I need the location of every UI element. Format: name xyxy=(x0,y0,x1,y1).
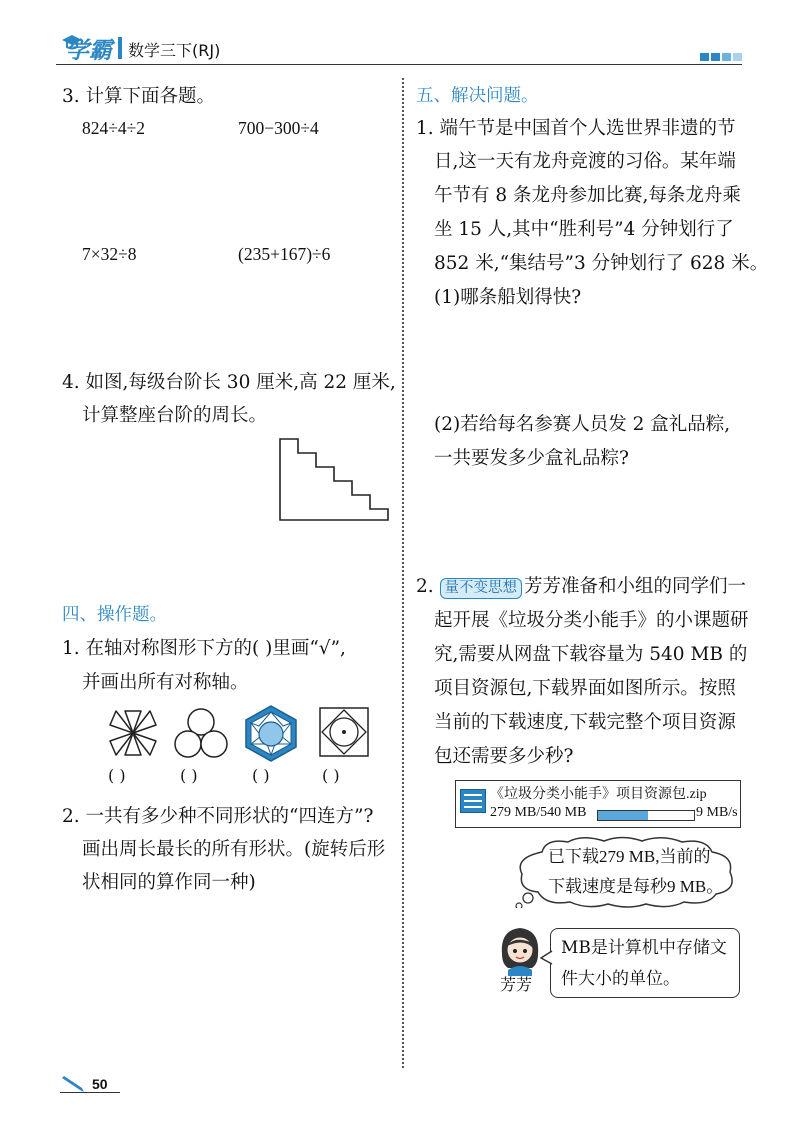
s5q2-line-4: 项目资源包,下载界面如图所示。按照 xyxy=(434,678,736,699)
hexagon-circle-shape xyxy=(242,704,300,762)
calc-item-4: (235+167)÷6 xyxy=(238,244,331,264)
s4q1-line-1: 1. 在轴对称图形下方的( )里画“√”, xyxy=(62,638,346,659)
cloud-line-2: 下载速度是每秒9 MB。 xyxy=(548,877,724,896)
character-name: 芳芳 xyxy=(500,975,533,994)
speech-line-1: MB是计算机中存储文 xyxy=(561,938,727,958)
download-speed: 9 MB/s xyxy=(696,805,738,820)
square-circle-shape xyxy=(318,706,370,758)
q3-title: 3. 计算下面各题。 xyxy=(62,86,216,107)
s5q2-line-3: 究,需要从网盘下载容量为 540 MB 的 xyxy=(434,644,748,665)
section4-heading: 四、操作题。 xyxy=(62,605,167,625)
s5q2-line-2: 起开展《垃圾分类小能手》的小课题研 xyxy=(434,610,749,631)
answer-paren-1[interactable]: ( ) xyxy=(108,766,126,785)
q4-line-1: 4. 如图,每级台阶长 30 厘米,高 22 厘米, xyxy=(62,372,396,393)
calc-item-1: 824÷4÷2 xyxy=(82,118,145,138)
s5q2-first-text: 芳芳准备和小组的同学们一 xyxy=(524,576,747,597)
brand-name: 学霸 xyxy=(66,38,112,64)
s5q2-number: 2. xyxy=(416,576,434,597)
answer-paren-2[interactable]: ( ) xyxy=(180,766,198,785)
footer-rule xyxy=(60,1092,120,1093)
s5q2-line-5: 当前的下载速度,下载完整个项目资源 xyxy=(434,712,736,733)
four-petal-shape xyxy=(108,708,158,758)
s4q2-line-3: 状相同的算作同一种) xyxy=(82,872,256,893)
download-progress-fill xyxy=(598,811,648,820)
download-window xyxy=(455,780,741,828)
q4-line-2: 计算整座台阶的周长。 xyxy=(82,405,268,426)
s4q2-line-2: 画出周长最长的所有形状。(旋转后形 xyxy=(82,839,386,860)
download-progress-bar xyxy=(597,810,695,821)
s5q1-sub1: (1)哪条船划得快? xyxy=(434,287,582,308)
calc-item-3: 7×32÷8 xyxy=(82,244,137,264)
file-archive-icon xyxy=(460,789,486,813)
download-progress-text: 279 MB/540 MB xyxy=(490,805,587,820)
pencil-icon xyxy=(60,1074,86,1094)
s5q2-first-line xyxy=(416,570,746,603)
s5q2-line-6: 包还需要多少秒? xyxy=(434,746,574,767)
brand-divider xyxy=(118,37,122,59)
header-rule xyxy=(56,64,742,65)
s5q1-line-1: 1. 端午节是中国首个人选世界非遗的节 xyxy=(416,118,736,139)
three-circles-shape xyxy=(174,706,228,760)
download-filename: 《垃圾分类小能手》项目资源包.zip xyxy=(490,787,707,802)
s4q1-line-2: 并画出所有对称轴。 xyxy=(82,672,249,693)
answer-paren-4[interactable]: ( ) xyxy=(322,766,340,785)
s5q1-line-2: 日,这一天有龙舟竞渡的习俗。某年端 xyxy=(434,151,736,172)
header-dots xyxy=(700,46,742,65)
s5q1-line-5: 852 米,“集结号”3 分钟划行了 628 米。 xyxy=(434,253,769,274)
speech-box xyxy=(550,928,740,998)
cloud-line-1: 已下载279 MB,当前的 xyxy=(548,847,711,866)
answer-paren-3[interactable]: ( ) xyxy=(252,766,270,785)
header xyxy=(0,0,800,75)
speech-pointer xyxy=(540,950,554,966)
s4q2-line-1: 2. 一共有多少种不同形状的“四连方”? xyxy=(62,806,374,827)
s5q1-line-3: 午节有 8 条龙舟参加比赛,每条龙舟乘 xyxy=(434,185,741,206)
book-subject: 数学三下(RJ) xyxy=(128,41,221,60)
s5q1-sub2-line-2: 一共要发多少盒礼品粽? xyxy=(434,448,629,469)
page-number: 50 xyxy=(92,1076,108,1092)
speech-line-2: 件大小的单位。 xyxy=(561,969,680,989)
calc-item-2: 700−300÷4 xyxy=(238,118,319,138)
section5-heading: 五、解决问题。 xyxy=(416,86,539,106)
column-divider xyxy=(402,78,404,1068)
girl-character-avatar xyxy=(494,924,546,976)
strategy-tag: 量不变思想 xyxy=(440,578,523,599)
s5q1-line-4: 坐 15 人,其中“胜利号”4 分钟划行了 xyxy=(434,219,734,240)
staircase-figure xyxy=(276,436,398,524)
s5q1-sub2-line-1: (2)若给每名参赛人员发 2 盒礼品粽, xyxy=(434,414,731,435)
